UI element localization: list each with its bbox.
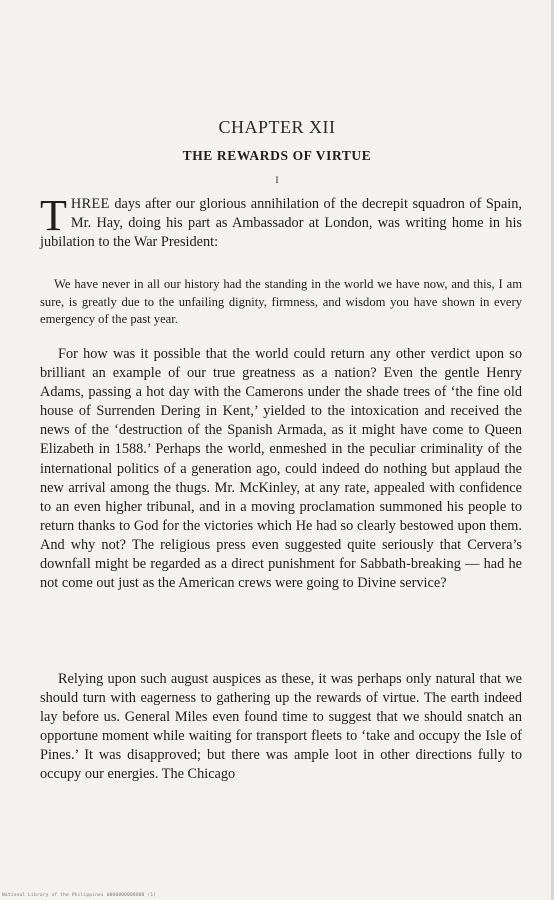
drop-cap: T [40,191,67,240]
paragraph-opening [40,191,522,252]
opening-smallcaps: HREE [70,196,110,212]
paragraph-2: For how was it possible that the world could return any other verdict upon so brilliant an example of our true greatness as a nation? Even the gentle Henry Adams, passing a hot day with the Camerons under the shade trees of ‘the fine old house of Surrenden Dering in Kent,’ yielded to the intoxication and received the news of the ‘destruction of the Spanish Armada, as it might have come to Queen Elizabeth in 1588.’ Perhaps the world, enmeshed in the peculiar criminality of the international politics of a generation ago, could indeed do nothing but applaud the new arrival among the thugs. Mr. McKinley, at any rate, appealed with confidence to an even higher tribunal, and in a moving proclamation summoned his people to return thanks to God for the victories which He had so clearly bestowed upon them. And why not? The religious press even suggested quite seriously that Cervera’s downfall might be regarded as a direct punishment for Sabbath-breaking — had he not come out just as the American crews were going to Divine service? [40,346,522,592]
block-quote: We have never in all our history had the standing in the world we have now, and this, I am sure, is greatly due to the unfailing dignity, firmness, and wisdom you have shown in every emergency of the past year. [40,277,522,327]
scan-stamp: National Library of the Philippines 0000000000000 (1) [2,893,157,898]
paragraph-3: Relying upon such august auspices as these, it was perhaps only natural that we should turn with eagerness to gathering up the rewards of virtue. The earth indeed lay before us. General Miles even found time to suggest that we should snatch an opportune moment while waiting for transport fleets to ‘take and occupy the Isle of Pines.’ It was disapproved; but there was ample loot in other directions fully to occupy our energies. The Chicago [40,671,522,783]
chapter-title: CHAPTER XII [218,117,336,137]
section-number: I [275,175,279,185]
opening-text: days after our glorious annihilation of the decrepit squadron of Spain, Mr. Hay, doing his part as Ambassador at London, was writing home in his jubilation to the War President: [40,196,522,251]
chapter-subtitle: THE REWARDS OF VIRTUE [182,148,372,163]
